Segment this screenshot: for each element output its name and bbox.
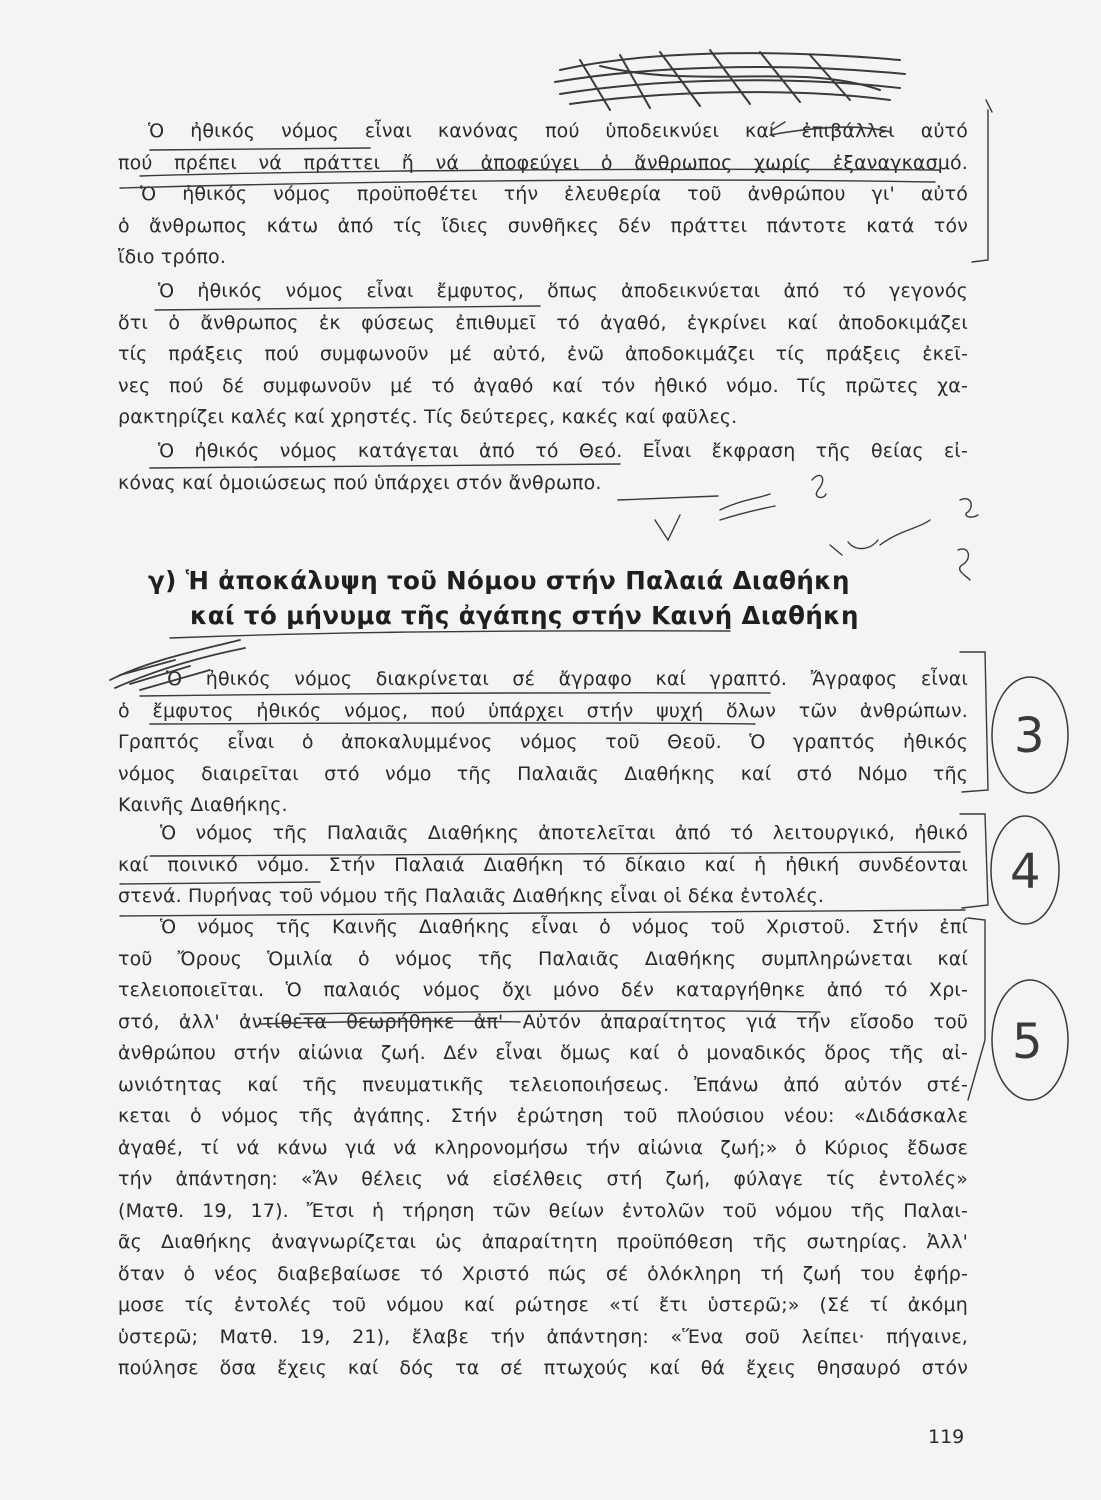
text-line: Ὁ νόμος τῆς Καινῆς Διαθήκης εἶναι ὁ νόμος τοῦ Χριστοῦ. Στήν ἐπί <box>160 916 968 938</box>
margin-note-5: 5 <box>1012 1014 1043 1070</box>
text-line: Ὁ νόμος τῆς Παλαιᾶς Διαθήκης ἀποτελεῖται ἀπό τό λειτουργικό, ἠθικό <box>160 822 968 844</box>
paragraph-written-unwritten <box>118 664 968 822</box>
text-line: πούλησε ὅσα ἔχεις καί δός τα σέ πτωχούς καί θά ἔχεις θησαυρό στόν <box>118 1357 968 1379</box>
text-line: Γραπτός εἶναι ὁ ἀποκαλυμμένος νόμος τοῦ Θεοῦ. Ὁ γραπτός ἠθικός <box>118 731 968 753</box>
margin-note-4: 4 <box>1010 844 1041 900</box>
text-line: κεται ὁ νόμος τῆς ἀγάπης. Στήν ἐρώτηση τοῦ πλούσιου νέου: «Διδάσκαλε <box>118 1105 968 1127</box>
text-line: Ὁ ἠθικός νόμος διακρίνεται σέ ἄγραφο καί γραπτό. Ἄγραφος εἶναι <box>166 668 968 690</box>
text-line: κόνας καί ὁμοιώσεως πού ὑπάρχει στόν ἄνθρωπο. <box>118 471 602 494</box>
text-line: Καινῆς Διαθήκης. <box>118 794 288 816</box>
text-line: μοσε τίς ἐντολές τοῦ νόμου καί ρώτησε «τί ἔτι ὑστερῶ;» (Σέ τί ἀκόμη <box>118 1294 968 1316</box>
heading-line-1: γ) Ἡ ἀποκάλυψη τοῦ Νόμου στήν Παλαιά Διαθήκη <box>148 566 850 595</box>
text-line: νόμος διαιρεῖται στό νόμο τῆς Παλαιᾶς Διαθήκης καί στό Νόμο τῆς <box>118 762 968 785</box>
text-line: πού πρέπει νά πράττει ἤ νά ἀποφεύγει ὁ ἄνθρωπος χωρίς ἐξαναγκασμό. <box>118 151 968 174</box>
text-line: ὅτι ὁ ἄνθρωπος ἐκ φύσεως ἐπιθυμεῖ τό ἀγαθό, ἐγκρίνει καί ἀποδοκιμάζει <box>118 311 968 334</box>
circle-note-3 <box>992 677 1068 793</box>
text-line: τίς πράξεις πού συμφωνοῦν μέ αὐτό, ἐνῶ ἀποδοκιμάζει τίς πράξεις ἐκεῖ- <box>118 343 968 365</box>
text-line: ἀγαθέ, τί νά κάνω γιά νά κληρονομήσω τήν αἰώνια ζωή;» ὁ Κύριος ἔδωσε <box>118 1136 968 1159</box>
page-number: 119 <box>928 1426 965 1448</box>
margin-number-circles <box>991 677 1068 1100</box>
text-line: ωνιότητας καί τῆς πνευματικῆς τελειοποιήσεως. Ἐπάνω ἀπό αὐτόν στέ- <box>118 1073 968 1096</box>
text-line: ὑστερῶ; Ματθ. 19, 21), ἔλαβε τήν ἀπάντηση: «Ἕνα σοῦ λείπει· πήγαινε, <box>118 1325 968 1348</box>
text-line: νες πού δέ συμφωνοῦν μέ τό ἀγαθό καί τόν ἠθικό νόμο. Τίς πρῶτες χα- <box>118 374 968 397</box>
circle-note-4 <box>991 816 1059 924</box>
paragraph-old-testament-law <box>118 818 968 913</box>
paragraph-new-testament-law <box>118 912 968 1385</box>
margin-note-3: 3 <box>1014 708 1045 764</box>
text-line: στενά. Πυρήνας τοῦ νόμου τῆς Παλαιᾶς Διαθήκης εἶναι οἱ δέκα ἐντολές. <box>118 885 825 907</box>
text-line: στό, ἀλλ' ἀντίθετα θεωρήθηκε ἀπ' Αὐτόν ἀπαραίτητος γιά τήν εἴσοδο τοῦ <box>118 1010 968 1033</box>
text-line: ὁ ἄνθρωπος κάτω ἀπό τίς ἴδιες συνθῆκες δέν πράττει πάντοτε κατά τόν <box>118 214 968 237</box>
text-line: Ὁ ἠθικός νόμος κατάγεται ἀπό τό Θεό. Εἶναι ἔκφραση τῆς θείας εἰ- <box>158 440 968 462</box>
text-line: καί ποινικό νόμο. Στήν Παλαιά Διαθήκη τό δίκαιο καί ἡ ἠθική συνδέονται <box>118 853 968 876</box>
text-line: ρακτηρίζει καλές καί χρηστές. Τίς δεύτερες, κακές καί φαῦλες. <box>118 406 738 428</box>
section-heading <box>148 563 938 633</box>
text-line: τοῦ Ὄρους Ὁμιλία ὁ νόμος τῆς Παλαιᾶς Διαθήκης συμπληρώνεται καί <box>118 947 968 970</box>
text-line: ἴδιο τρόπο. <box>118 246 227 268</box>
scribble-crossout-top <box>555 50 905 110</box>
text-line: ὅταν ὁ νέος διαβεβαίωσε τό Χριστό πώς σέ ὁλόκληρη τή ζωή του ἐφήρ- <box>118 1262 968 1285</box>
heading-line-2: καί τό μήνυμα τῆς ἀγάπης στήν Καινή Διαθήκη <box>190 601 859 630</box>
text-line: τήν ἀπάντηση: «Ἄν θέλεις νά εἰσέλθεις στή ζωή, φύλαγε τίς ἐντολές» <box>118 1168 968 1190</box>
text-line: Ὁ ἠθικός νόμος εἶναι κανόνας πού ὑποδεικνύει καί ἐπιβάλλει αὐτό <box>148 120 968 142</box>
paragraph-divine-origin <box>118 436 968 499</box>
text-line: (Ματθ. 19, 17). Ἔτσι ἡ τήρηση τῶν θείων ἐντολῶν τοῦ νόμου τῆς Παλαι- <box>118 1199 968 1222</box>
text-line: τελειοποιεῖται. Ὁ παλαιός νόμος ὄχι μόνο δέν καταργήθηκε ἀπό τό Χρι- <box>118 979 968 1001</box>
text-line: Ὁ ἠθικός νόμος εἶναι ἔμφυτος, ὅπως ἀποδεικνύεται ἀπό τό γεγονός <box>158 280 968 302</box>
text-line: Ὁ ἠθικός νόμος προϋποθέτει τήν ἐλευθερία τοῦ ἀνθρώπου γι' αὐτό <box>140 183 968 205</box>
circle-note-5 <box>992 980 1068 1100</box>
paragraph-moral-law-definition <box>118 116 968 274</box>
text-line: ᾶς Διαθήκης ἀναγνωρίζεται ὡς ἀπαραίτητη προϋπόθεση τῆς σωτηρίας. Ἀλλ' <box>118 1231 968 1253</box>
text-line: ὁ ἔμφυτος ἠθικός νόμος, πού ὑπάρχει στήν ψυχή ὅλων τῶν ἀνθρώπων. <box>118 699 968 722</box>
paragraph-innate-law <box>118 276 968 434</box>
text-line: ἀνθρώπου στήν αἰώνια ζωή. Δέν εἶναι ὅμως καί ὁ μοναδικός ὅρος τῆς αἰ- <box>118 1042 968 1064</box>
